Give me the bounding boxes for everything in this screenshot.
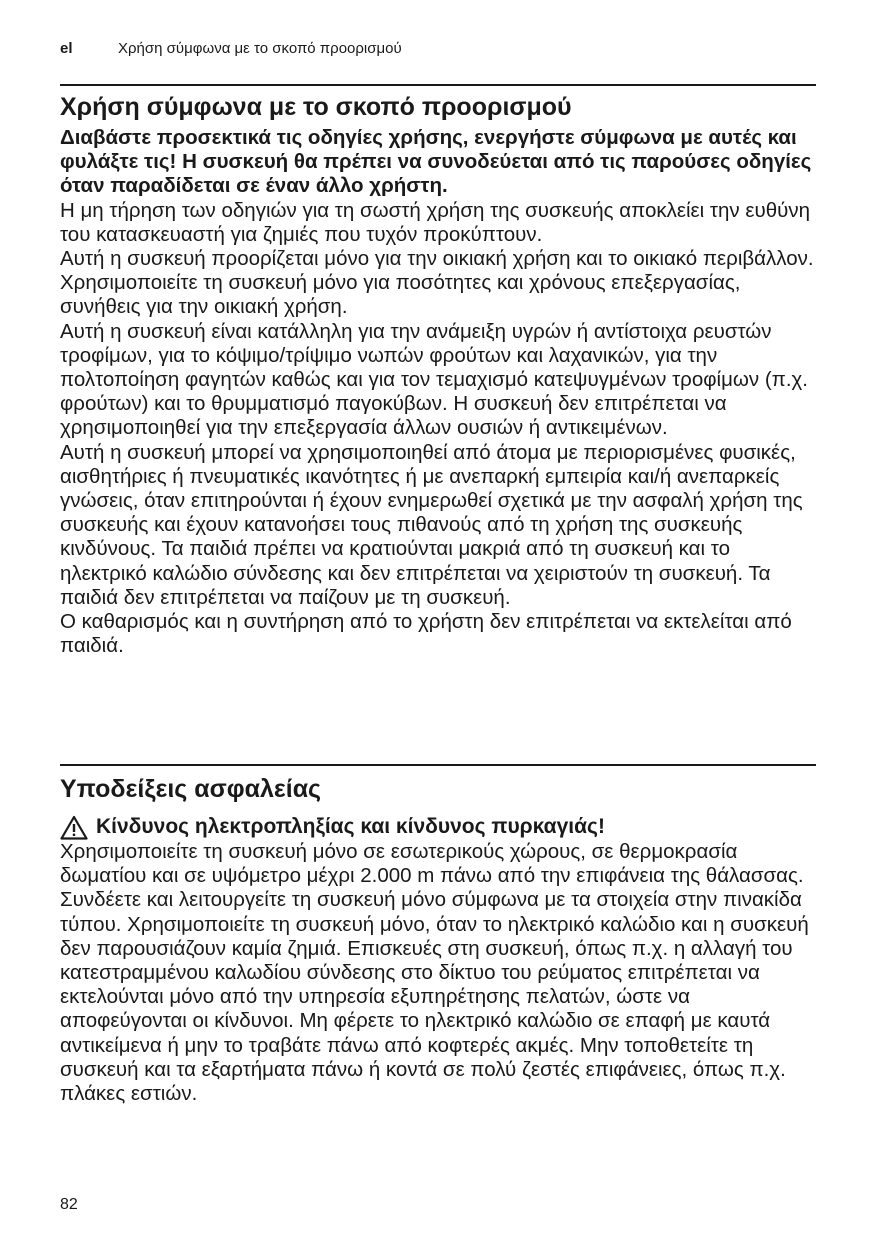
warning-heading-text: Κίνδυνος ηλεκτροπληξίας και κίνδυνος πυρκαγιάς!: [96, 815, 605, 838]
paragraph-suitable-use: Αυτή η συσκευή είναι κατάλληλη για την ανάμειξη υγρών ή αντίστοιχα ρευστών τροφίμων, για το κόψιμο/τρίψιμο νωπών φρούτων και λαχανικών, για την πολτοποίηση φαγητών καθώς και για τον τεμαχισμό κατεψυγμένων τροφίμων (π.χ. φρούτων) και το θρυμματισμό παγοκύβων. Η συσκευή δεν επιτρέπεται να χρησιμοποιηθεί για την επεξεργασία άλλων ουσιών ή αντικειμένων.: [60, 319, 808, 440]
paragraph-cleaning: Ο καθαρισμός και η συντήρηση από το χρήστη δεν επιτρέπεται να εκτελείται από παιδιά.: [60, 610, 792, 658]
safety-section: [60, 764, 816, 1106]
warning-text: Χρησιμοποιείτε τη συσκευή μόνο σε εσωτερικούς χώρους, σε θερμοκρασία δωματίου και σε υψόμετρο μέχρι 2.000 m πάνω από την επιφάνεια της θάλασσας. Συνδέετε και λειτουργείτε τη συσκευή μόνο σύμφωνα με τα στοιχεία στην πινακίδα τύπου. Χρησιμοποιείτε τη συσκευή μόνο, όταν το ηλεκτρικό καλώδιο και η συσκευή δεν παρουσιάζουν καμία ζημιά. Επισκευές στη συσκευή, όπως π.χ. η αλλαγή του κατεστραμμένου καλωδίου σύνδεσης στο δίκτυο του ρεύματος επιτρέπεται να εκτελούνται μόνο από την υπηρεσία εξυπηρέτησης πελατών, ώστε να αποφεύγονται οι κίνδυνοι. Μη φέρετε το ηλεκτρικό καλώδιο σε επαφή με καυτά αντικείμενα ή μην το τραβάτε πάνω από κοφτερές ακμές. Μην τοποθετείτε τη συσκευή και τα εξαρτήματα πάνω ή κοντά σε πολύ ζεστές επιφάνειες, όπως π.χ. πλάκες εστιών.: [60, 840, 809, 1106]
warning-heading: [60, 814, 816, 840]
intended-use-section: [60, 86, 816, 658]
warning-triangle-icon: [60, 815, 88, 840]
page-number: 82: [60, 1196, 78, 1213]
intended-use-title: Χρήση σύμφωνα με το σκοπό προορισμού: [60, 93, 572, 121]
paragraph-household-use: Αυτή η συσκευή προορίζεται μόνο για την οικιακή χρήση και το οικιακό περιβάλλον. Χρησιμοποιείτε τη συσκευή μόνο για ποσότητες και χρόνους επεξεργασίας, συνήθεις για την οικιακή χρήση.: [60, 247, 814, 319]
page-header: [60, 38, 816, 86]
safety-title: Υποδείξεις ασφαλείας: [60, 775, 322, 803]
language-code: el: [60, 40, 73, 57]
running-title: Χρήση σύμφωνα με το σκοπό προορισμού: [118, 40, 402, 57]
intro-bold-paragraph: Διαβάστε προσεκτικά τις οδηγίες χρήσης, ενεργήστε σύμφωνα με αυτές και φυλάξτε τις! Η συσκευή θα πρέπει να συνοδεύεται από τις παρούσες οδηγίες όταν παραδίδεται σε έναν άλλο χρήστη.: [60, 126, 812, 198]
paragraph-liability: Η μη τήρηση των οδηγιών για τη σωστή χρήση της συσκευής αποκλείει την ευθύνη του κατασκευαστή για ζημιές που τυχόν προκύπτουν.: [60, 198, 810, 246]
paragraph-persons-children: Αυτή η συσκευή μπορεί να χρησιμοποιηθεί από άτομα με περιορισμένες φυσικές, αισθητήριες ή πνευματικές ικανότητες ή με ανεπαρκή εμπειρία και/ή ανεπαρκείς γνώσεις, όταν επιτηρούνται ή έχουν ενημερωθεί σχετικά με την ασφαλή χρήση της συσκευής και έχουν κατανοήσει τους πιθανούς από τη χρήση της συσκευής κινδύνους. Τα παιδιά πρέπει να κρατιούνται μακριά από τη συσκευή και το ηλεκτρικό καλώδιο σύνδεσης και δεν επιτρέπεται να χειριστούν τη συσκευή. Τα παιδιά δεν επιτρέπεται να παίζουν με τη συσκευή.: [60, 440, 803, 609]
